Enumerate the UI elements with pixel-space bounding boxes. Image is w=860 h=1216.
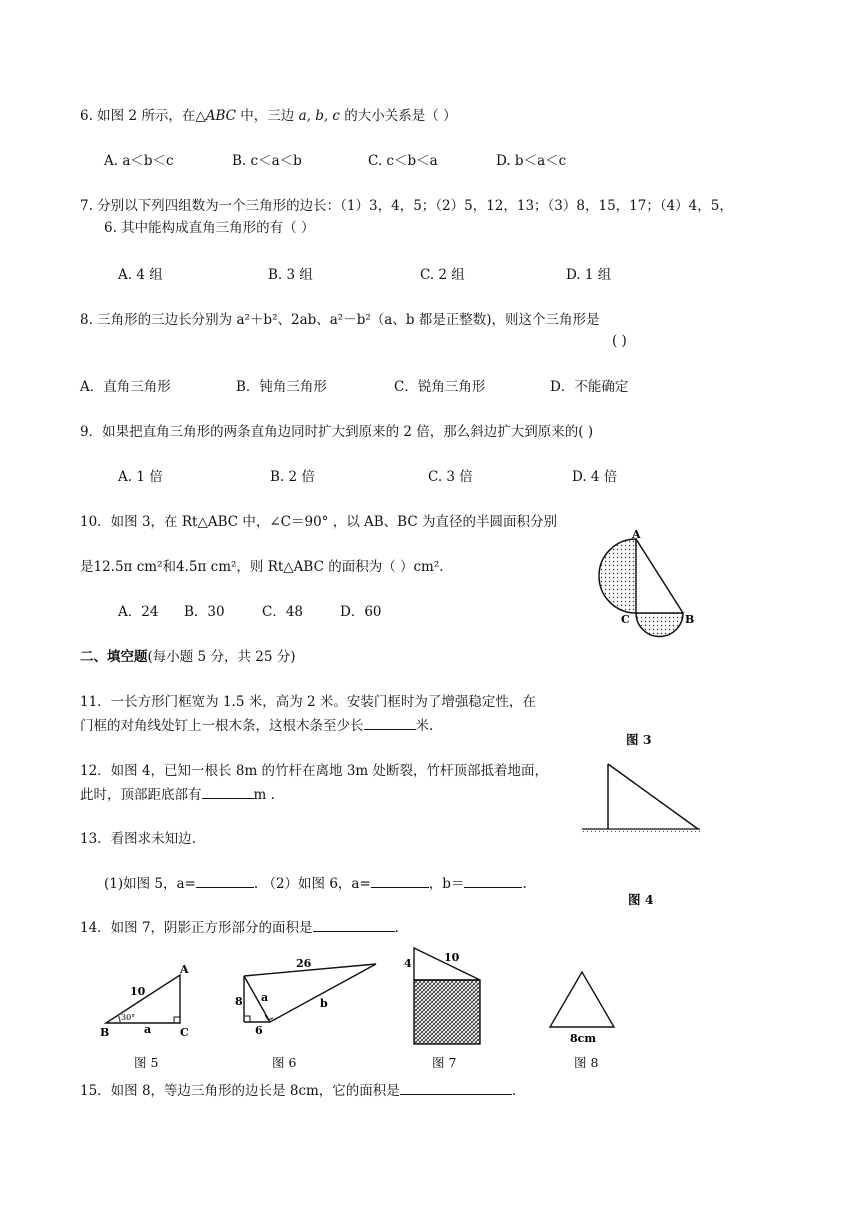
figure-5: [94, 960, 194, 1042]
q11-stem-line1: 11．一长方形门框宽为 1.5 米，高为 2 米。安装门框时为了增强稳定性，在: [80, 694, 536, 710]
fig8-caption: 图 8: [574, 1055, 599, 1070]
fig6-label-b: b: [320, 997, 328, 1010]
fig3-caption: 图 3: [626, 732, 652, 747]
q13-stem: 13．看图求未知边.: [80, 831, 196, 847]
fig7-shaded-square: [414, 980, 480, 1044]
figure-7: [398, 944, 490, 1048]
q10-option-d[interactable]: D．60: [340, 604, 382, 620]
bamboo-broken: [608, 764, 698, 829]
q10-stem-line2: 是12.5π cm²和4.5π cm²，则 Rt△ABC 的面积为（ ）cm².: [80, 559, 444, 575]
fig5-right-angle: [174, 1017, 180, 1023]
fig7-label-4: 4: [404, 957, 412, 970]
fig5-triangle: [106, 975, 180, 1023]
fig5-label-angle: 30°: [121, 1013, 136, 1022]
fig5-caption: 图 5: [134, 1055, 159, 1070]
q8-option-a[interactable]: A．直角三角形: [80, 379, 171, 395]
q10-option-c[interactable]: C．48: [262, 604, 304, 620]
q6-stem: 6. 如图 2 所示，在△ABC 中，三边 a, b, c 的大小关系是（ ）: [80, 108, 457, 124]
q6-option-d[interactable]: D. b＜a＜c: [496, 153, 567, 169]
figure-3: [592, 528, 702, 638]
side-ab: [636, 539, 683, 613]
fig4-caption: 图 4: [628, 892, 654, 907]
ground-strip: [582, 829, 700, 835]
q14-answer-blank[interactable]: [313, 918, 395, 932]
fig6-right-angle-1: [244, 1016, 250, 1022]
q6-option-a[interactable]: A. a＜b＜c: [104, 153, 174, 169]
fig5-label-hyp: 10: [130, 985, 146, 998]
q9-option-b[interactable]: B. 2 倍: [270, 469, 315, 485]
q8-option-c[interactable]: C．锐角三角形: [394, 379, 486, 395]
q12-stem-line1: 12．如图 4，已知一根长 8m 的竹杆在离地 3m 处断裂，竹杆顶部抵着地面，: [80, 763, 549, 779]
fig5-label-A: A: [180, 963, 189, 976]
q15-stem: 15．如图 8，等边三角形的边长是 8cm，它的面积是 .: [80, 1083, 517, 1099]
q11-stem-line2: 门框的对角线处钉上一根木条，这根木条至少长 米.: [80, 718, 434, 734]
q9-option-d[interactable]: D. 4 倍: [572, 469, 618, 485]
figure-8: [540, 964, 624, 1046]
fig3-label-c: C: [621, 613, 630, 626]
q10-option-b[interactable]: B．30: [184, 604, 225, 620]
q8-stem: 8. 三角形的三边长分别为 a²＋b²、2ab、a²－b²（a、b 都是正整数)，则这个三角形是: [80, 312, 600, 328]
semicircle-cb: [636, 613, 683, 636]
q7-option-c[interactable]: C. 2 组: [420, 267, 465, 283]
fig5-angle-arc: [119, 1016, 120, 1023]
q13-blank-2[interactable]: [371, 874, 429, 888]
fig6-label-8: 8: [235, 995, 243, 1008]
q9-option-a[interactable]: A. 1 倍: [118, 469, 163, 485]
q10-stem-line1: 10．如图 3，在 Rt△ABC 中，∠C＝90° ，以 AB、BC 为直径的半圆面积分别: [80, 514, 557, 530]
q13-blank-1[interactable]: [196, 874, 254, 888]
semicircle-ac: [599, 539, 636, 613]
q13-line2: (1)如图 5，a= . （2）如图 6，a= ，b＝ .: [104, 876, 527, 892]
fig3-label-b: B: [685, 613, 695, 626]
q8-option-b[interactable]: B．钝角三角形: [236, 379, 327, 395]
fig8-label-side: 8cm: [570, 1032, 596, 1045]
fig5-label-a-side: a: [144, 1023, 152, 1036]
figure-4: [578, 758, 702, 840]
figure-6: [230, 952, 380, 1036]
q7-option-b[interactable]: B. 3 组: [268, 267, 313, 283]
q12-stem-line2: 此时，顶部距底部有 m .: [80, 787, 275, 803]
q8-option-d[interactable]: D．不能确定: [550, 379, 629, 395]
q8-answer-paren: ( ): [612, 333, 627, 349]
q12-answer-blank[interactable]: [202, 785, 254, 799]
fig6-caption: 图 6: [272, 1055, 297, 1070]
fig3-label-a: A: [632, 528, 641, 541]
fig8-equilateral-triangle: [550, 972, 614, 1027]
q7-option-d[interactable]: D. 1 组: [566, 267, 612, 283]
q9-option-c[interactable]: C. 3 倍: [428, 469, 473, 485]
fig7-label-10: 10: [444, 951, 460, 964]
q14-stem: 14．如图 7，阴影正方形部分的面积是 .: [80, 920, 399, 936]
fig5-label-C: C: [180, 1026, 189, 1039]
q6-option-b[interactable]: B. c＜a＜b: [232, 153, 302, 169]
fig5-label-B: B: [100, 1026, 110, 1039]
q10-option-a[interactable]: A．24: [118, 604, 159, 620]
q6-option-c[interactable]: C. c＜b＜a: [368, 153, 438, 169]
q11-answer-blank[interactable]: [364, 716, 416, 730]
section-2-heading: 二、填空题(每小题 5 分，共 25 分): [80, 649, 296, 665]
q7-stem-line2: 6. 其中能构成直角三角形的有（ ）: [104, 220, 315, 236]
q9-stem: 9．如果把直角三角形的两条直角边同时扩大到原来的 2 倍，那么斜边扩大到原来的( ): [80, 424, 594, 440]
q7-stem-line1: 7. 分别以下列四组数为一个三角形的边长：（1）3，4，5；（2）5，12，13；（3）8，15，17；（4）4，5，: [80, 198, 733, 214]
fig7-caption: 图 7: [432, 1055, 457, 1070]
q15-answer-blank[interactable]: [400, 1081, 512, 1095]
fig6-label-a: a: [261, 991, 269, 1004]
q7-option-a[interactable]: A. 4 组: [118, 267, 163, 283]
fig6-label-26: 26: [296, 957, 312, 970]
fig6-label-6: 6: [255, 1024, 263, 1036]
q13-blank-3[interactable]: [464, 874, 522, 888]
